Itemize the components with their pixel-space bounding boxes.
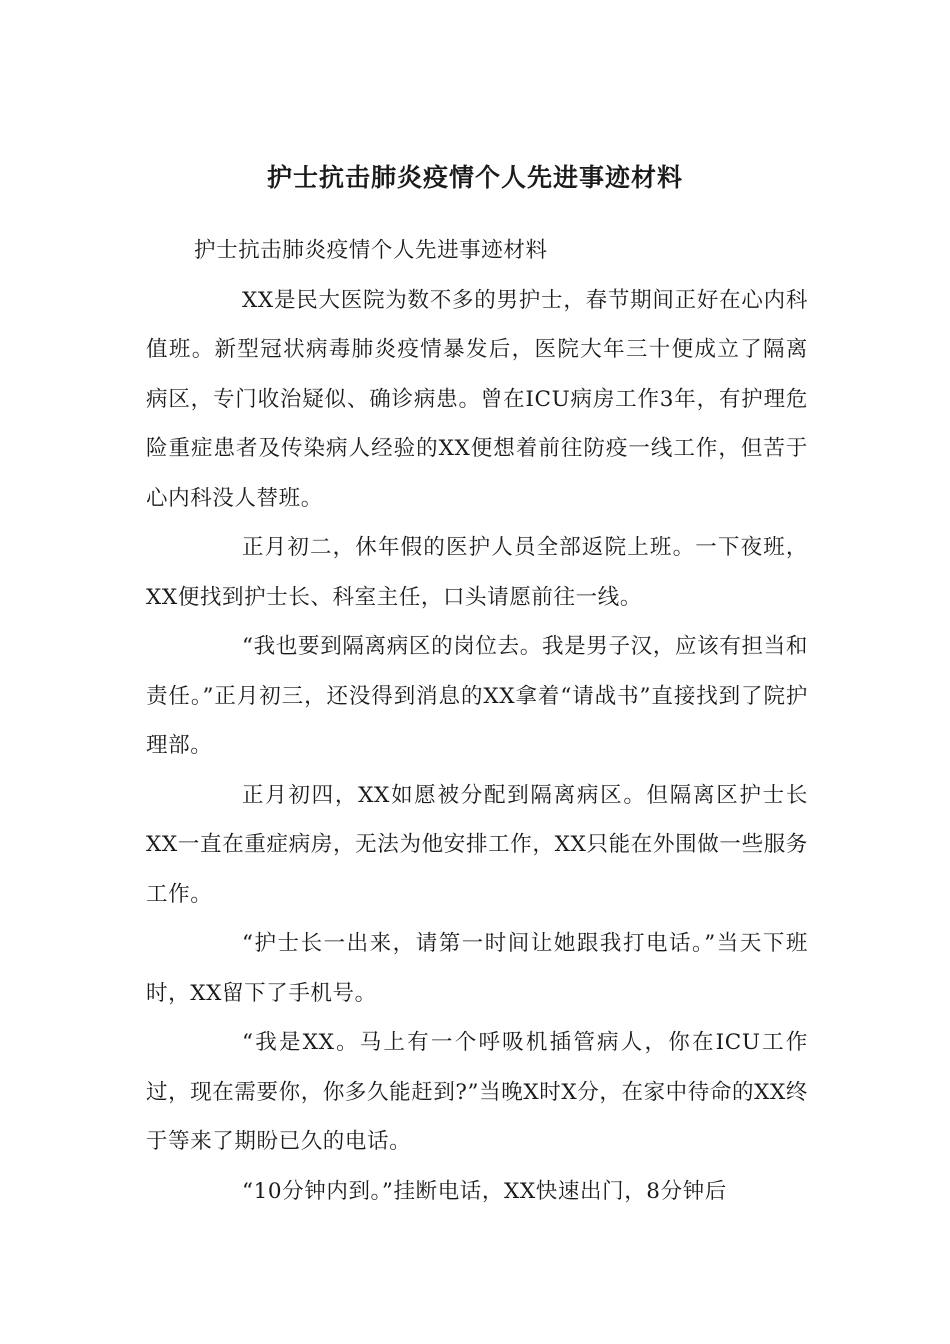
document-body (146, 226, 808, 1216)
paragraph: “10分钟内到。”挂断电话，XX快速出门，8分钟后 (242, 1178, 727, 1204)
paragraph: “护士长一出来，请第一时间让她跟我打电话。”当天下班时，XX留下了手机号。 (146, 931, 808, 1006)
document-title: 护士抗击肺炎疫情个人先进事迹材料 (266, 163, 683, 192)
paragraph: “我是XX。马上有一个呼吸机插管病人，你在ICU工作过，现在需要你，你多久能赶到?”当晚X时X分，在家中待命的XX终于等来了期盼已久的电话。 (146, 1030, 808, 1154)
paragraph: XX是民大医院为数不多的男护士，春节期间正好在心内科值班。新型冠状病毒肺炎疫情暴发后，医院大年三十便成立了隔离病区，专门收治疑似、确诊病患。曾在ICU病房工作3年，有护理危险重症患者及传染病人经验的XX便想着前往防疫一线工作，但苦于心内科没人替班。 (146, 287, 808, 511)
paragraph: “我也要到隔离病区的岗位去。我是男子汉，应该有担当和责任。”正月初三，还没得到消息的XX拿着“请战书”直接找到了院护理部。 (146, 634, 808, 758)
paragraph: 正月初二，休年假的医护人员全部返院上班。一下夜班，XX便找到护士长、科室主任，口头请愿前往一线。 (146, 535, 808, 610)
paragraph: 正月初四，XX如愿被分配到隔离病区。但隔离区护士长XX一直在重症病房，无法为他安排工作，XX只能在外围做一些服务工作。 (146, 782, 808, 907)
document-subtitle: 护士抗击肺炎疫情个人先进事迹材料 (194, 238, 548, 263)
